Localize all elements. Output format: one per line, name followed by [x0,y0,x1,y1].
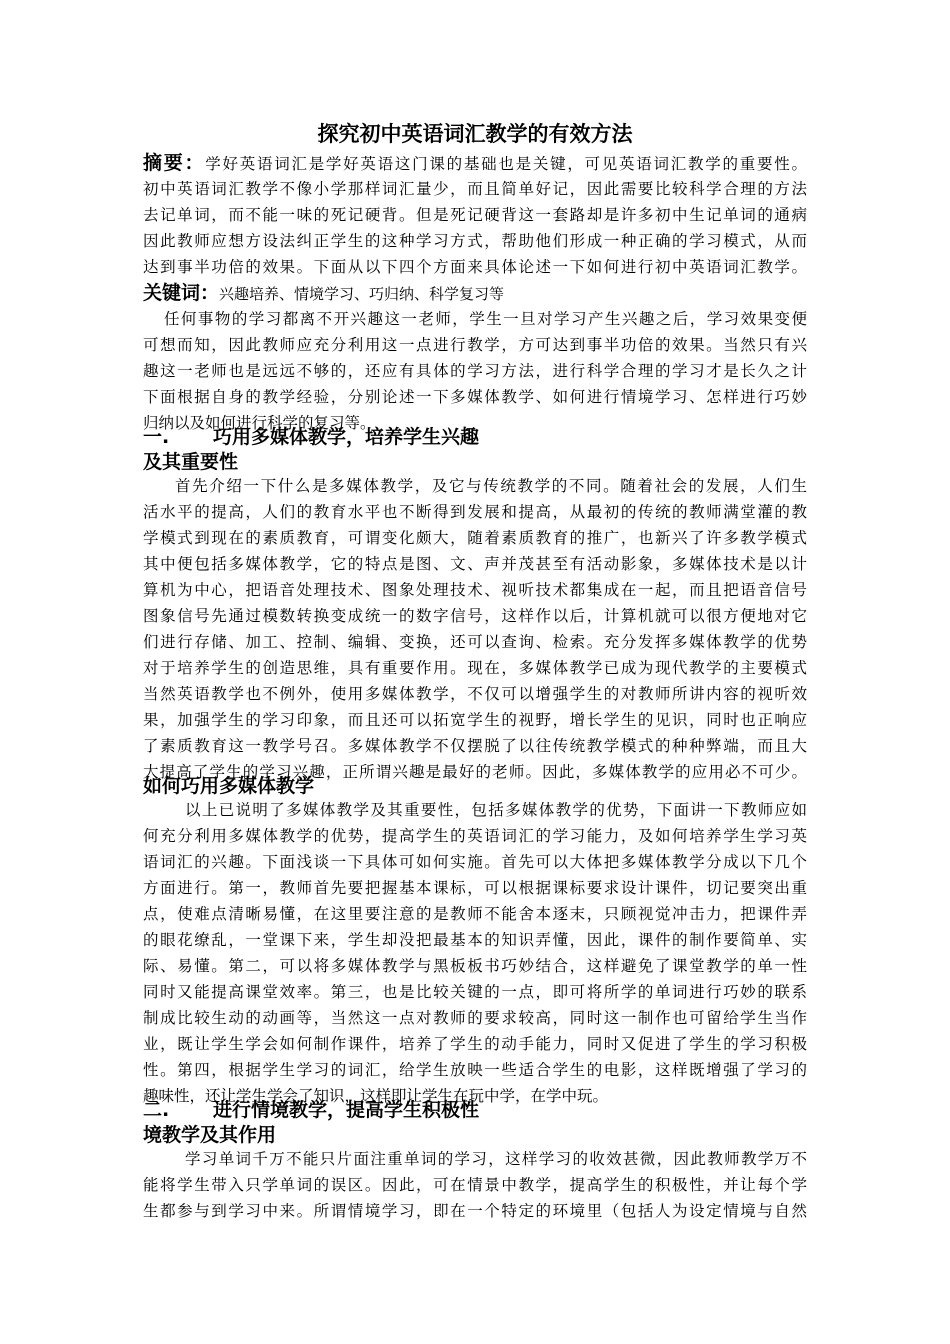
document-title: 探究初中英语词汇教学的有效方法 [317,122,633,146]
paragraph-line: 际、易懂。第二，可以将多媒体教学与黑板板书巧妙结合，这样避免了课堂教学的单一性 [143,957,807,975]
abstract-label: 摘要： [143,152,206,174]
intro-line: 任何事物的学习都离不开兴趣这一老师，学生一旦对学习产生兴趣之后，学习效果变便 [164,310,807,328]
paragraph-line: 的眼花缭乱，一堂课下来，学生却没把最基本的知识弄懂，因此，课件的制作要简单、实 [143,931,807,949]
section-heading: 二. 进行情境教学，提高学生积极性 [143,1096,479,1124]
intro-line: 下面根据自身的教学经验，分别论述一下多媒体教学、如何进行情境学习、怎样进行巧妙 [143,388,807,406]
section-number: 二. [143,1099,170,1121]
paragraph-line: 制成比较生动的动画等，当然这一点对教师的要求较高，同时这一制作也可留给学生当作 [143,1009,807,1027]
keywords-text: 兴趣培养、情境学习、巧归纳、科学复习等 [219,285,505,303]
paragraph-line: 果，加强学生的学习印象，而且还可以拓宽学生的视野，增长学生的见识，同时也正响应 [143,711,807,729]
paragraph-line: 们进行存储、加工、控制、编辑、变换，还可以查询、检索。充分发挥多媒体教学的优势 [143,633,807,651]
section-subheading: 及其重要性 [143,451,239,473]
paragraph-line: 学模式到现在的素质教育，可谓变化颇大，随着素质教育的推广，也新兴了许多教学模式 [143,529,807,547]
intro-line: 趣这一老师也是远远不够的，还应有具体的学习方法，进行科学合理的学习才是长久之计 [143,362,807,380]
abstract-line: 因此教师应想方设法纠正学生的这种学习方式，帮助他们形成一种正确的学习模式，从而 [143,232,807,250]
paragraph-line: 何充分利用多媒体教学的优势，提高学生的英语词汇的学习能力，及如何培养学生学习英 [143,827,807,845]
paragraph-line: 生都参与到学习中来。所谓情境学习，即在一个特定的环境里（包括人为设定情境与自然 [143,1202,807,1220]
paragraph-line: 活水平的提高，人们的教育水平也不断得到发展和提高，从最初的传统的教师满堂灌的教 [143,503,807,521]
keywords-line [143,280,807,307]
paragraph-line: 性。第四，根据学生学习的词汇，给学生放映一些适合学生的电影，这样既增强了学习的 [143,1061,807,1079]
paragraph-line: 趣味性，还让学生学会了知识，这样即让学生在玩中学，在学中玩。 [143,1087,609,1105]
paragraph-line: 以上已说明了多媒体教学及其重要性，包括多媒体教学的优势，下面讲一下教师应如 [185,801,807,819]
paragraph-line: 图象信号先通过模数转换变成统一的数字信号，这样作以后，计算机就可以很方便地对它 [143,607,807,625]
paragraph-line: 了素质教育这一教学号召。多媒体教学不仅摆脱了以往传统教学模式的种种弊端，而且大 [143,737,807,755]
keywords-label: 关键词： [143,282,220,304]
paragraph-line: 算机为中心，把语音处理技术、图象处理技术、视听技术都集成在一起，而且把语音信号 [143,581,807,599]
section-heading: 一. 巧用多媒体教学，培养学生兴趣 [143,423,479,451]
paragraph-line: 学习单词千万不能只片面注重单词的学习，这样学习的收效甚微，因此教师教学万不 [185,1150,807,1168]
paragraph-line: 同时又能提高课堂效率。第三，也是比较关键的一点，即可将所学的单词进行巧妙的联系 [143,983,807,1001]
abstract-line: 初中英语词汇教学不像小学那样词汇量少，而且简单好记，因此需要比较科学合理的方法 [143,180,807,198]
paragraph-line: 当然英语教学也不例外，使用多媒体教学，不仅可以增强学生的对教师所讲内容的视听效 [143,685,807,703]
abstract-line: 摘要：学好英语词汇是学好英语这门课的基础也是关键，可见英语词汇教学的重要性。 [143,152,807,174]
paragraph-line: 点，使难点清晰易懂，在这里要注意的是教师不能舍本逐末，只顾视觉冲击力，把课件弄 [143,905,807,923]
paragraph-line: 能将学生带入只学单词的误区。因此，可在情景中教学，提高学生的积极性，并让每个学 [143,1176,807,1194]
intro-line: 可想而知，因此教师应充分利用这一点进行教学，方可达到事半功倍的效果。当然只有兴 [143,336,807,354]
intro-line: 归纳以及如何进行科学的复习等。 [143,414,376,432]
paragraph-line: 首先介绍一下什么是多媒体教学，及它与传统教学的不同。随着社会的发展，人们生 [175,477,807,495]
paragraph-line: 其中便包括多媒体教学，它的特点是图、文、声并茂甚至有活动影象，多媒体技术是以计 [143,555,807,573]
paragraph-line: 业，既让学生学会如何制作课件，培养了学生的动手能力，同时又促进了学生的学习积极 [143,1035,807,1053]
paragraph-line: 语词汇的兴趣。下面浅谈一下具体可如何实施。首先可以大体把多媒体教学分成以下几个 [143,853,807,871]
section-subheading: 如何巧用多媒体教学 [143,775,315,797]
abstract-line: 去记单词，而不能一味的死记硬背。但是死记硬背这一套路却是许多初中生记单词的通病 [143,206,807,224]
abstract-line: 达到事半功倍的效果。下面从以下四个方面来具体论述一下如何进行初中英语词汇教学。 [143,258,807,276]
paragraph-line: 对于培养学生的创造思维，具有重要作用。现在，多媒体教学已成为现代教学的主要模式 [143,659,807,677]
paragraph-line: 大提高了学生的学习兴趣，正所谓兴趣是最好的老师。因此，多媒体教学的应用必不可少。 [143,763,807,781]
paragraph-line: 方面进行。第一，教师首先要把握基本课标，可以根据课标要求设计课件，切记要突出重 [143,879,807,897]
section-number: 一. [143,426,170,448]
section-subheading: 境教学及其作用 [143,1124,277,1146]
